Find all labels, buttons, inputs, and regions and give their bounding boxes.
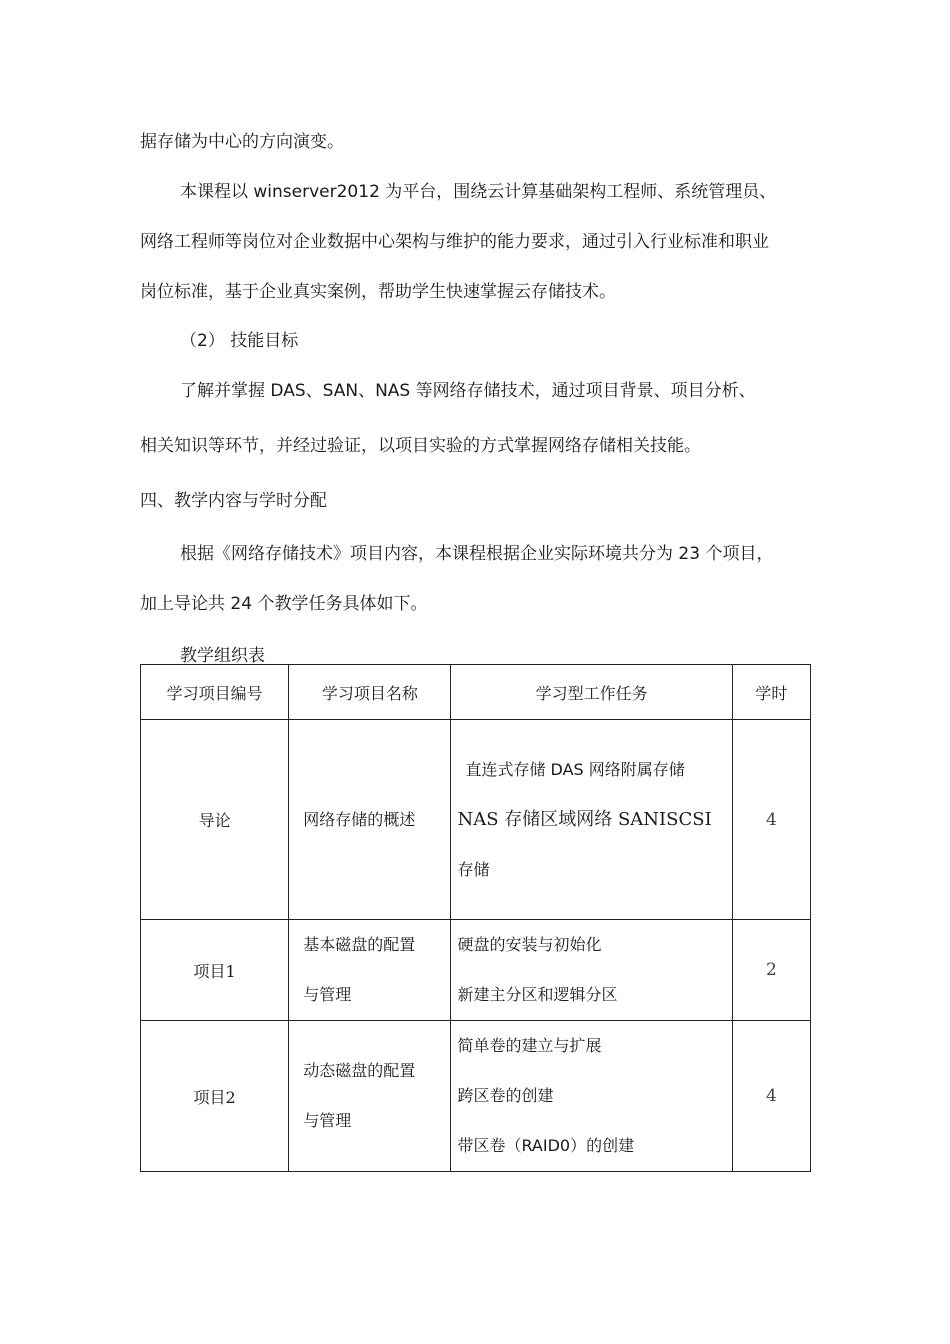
- work-tasks-cell: [451, 920, 732, 1021]
- header-project-number: 学习项目编号: [141, 665, 289, 720]
- table-header-row: [141, 665, 811, 720]
- project-name-cell: 基本磁盘的配置 与管理: [289, 920, 451, 1021]
- project-name-cell: 网络存储的概述: [289, 720, 451, 920]
- hours-cell: 4: [732, 1021, 810, 1172]
- work-tasks-cell: [451, 720, 732, 920]
- task-line: NAS 存储区域网络 SANISCSI: [457, 808, 712, 830]
- project-number-cell: 导论: [141, 720, 289, 920]
- paragraph-line: 网络工程师等岗位对企业数据中心架构与维护的能力要求，通过引入行业标准和职业: [140, 232, 769, 252]
- header-project-name: 学习项目名称: [289, 665, 451, 720]
- task-line: 直连式存储 DAS 网络附属存储: [465, 759, 685, 779]
- teaching-organization-table: [140, 664, 811, 1172]
- header-work-tasks: 学习型工作任务: [451, 665, 732, 720]
- task-line: 简单卷的建立与扩展: [457, 1036, 602, 1055]
- paragraph-line: 加上导论共 24 个教学任务具体如下。: [140, 594, 428, 614]
- paragraph-line: 根据《网络存储技术》项目内容，本课程根据企业实际环境共分为 23 个项目，: [180, 544, 774, 564]
- paragraph-line: 据存储为中心的方向演变。: [140, 132, 344, 152]
- paragraph-line: 了解并掌握 DAS、SAN、NAS 等网络存储技术，通过项目背景、项目分析、: [180, 381, 756, 401]
- skill-goal-heading: （2） 技能目标: [180, 331, 299, 351]
- task-line: 新建主分区和逻辑分区: [457, 985, 618, 1004]
- table-row: [141, 720, 811, 920]
- hours-cell: 2: [732, 920, 810, 1021]
- paragraph-line: 岗位标准，基于企业真实案例，帮助学生快速掌握云存储技术。: [140, 282, 616, 302]
- table-row: [141, 920, 811, 1021]
- header-hours: 学时: [732, 665, 810, 720]
- project-number-cell: 项目1: [141, 920, 289, 1021]
- table-row: [141, 1021, 811, 1172]
- task-line: 带区卷（RAID0）的创建: [457, 1136, 635, 1155]
- task-line: 硬盘的安装与初始化: [457, 935, 602, 954]
- project-number-cell: 项目2: [141, 1021, 289, 1172]
- task-line: 跨区卷的创建: [457, 1086, 554, 1105]
- paragraph-line: 本课程以 winserver2012 为平台，围绕云计算基础架构工程师、系统管理员、: [180, 182, 777, 202]
- work-tasks-cell: [451, 1021, 732, 1172]
- task-line: 存储: [457, 859, 490, 879]
- paragraph-line: 相关知识等环节，并经过验证，以项目实验的方式掌握网络存储相关技能。: [140, 436, 701, 456]
- project-name-cell: 动态磁盘的配置 与管理: [289, 1021, 451, 1172]
- section-heading: 四、教学内容与学时分配: [140, 491, 327, 511]
- hours-cell: 4: [732, 720, 810, 920]
- table-caption: 教学组织表: [180, 646, 265, 666]
